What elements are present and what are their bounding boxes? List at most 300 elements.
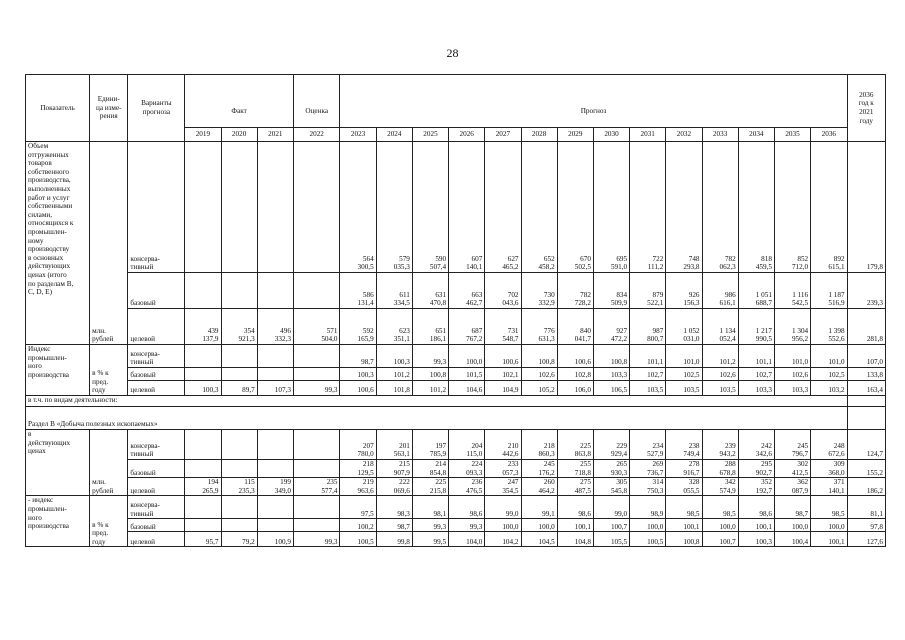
variant-cell <box>128 478 185 496</box>
header-year-text: 2034 <box>749 130 764 139</box>
forecast-value <box>666 430 702 460</box>
forecast-value <box>774 142 810 273</box>
forecast-value-text: 1 116 542,5 <box>791 290 809 308</box>
fact-value <box>185 381 221 396</box>
forecast-value <box>593 273 629 309</box>
fact-value <box>185 430 221 460</box>
fact-value <box>257 345 293 368</box>
forecast-value-text: 100,0 <box>502 522 519 531</box>
fact-value-text: 354 921,3 <box>238 326 255 344</box>
forecast-value <box>449 142 485 273</box>
forecast-value-text: 225 215,8 <box>429 478 447 495</box>
forecast-value-text: 100,1 <box>828 537 845 546</box>
fact-value <box>221 460 257 478</box>
forecast-value-text: 100,8 <box>683 537 700 546</box>
fact-value <box>221 496 257 519</box>
forecast-value-text: 100,2 <box>357 522 374 531</box>
header-ratio-text: 2036 год к 2021 году <box>858 90 874 125</box>
forecast-value-text: 100,8 <box>538 358 555 367</box>
forecast-value <box>630 519 666 532</box>
forecast-value <box>593 532 629 547</box>
header-year-text: 2033 <box>712 130 728 139</box>
variant-cell <box>128 460 185 478</box>
forecast-value <box>340 142 376 273</box>
forecast-value <box>376 460 412 478</box>
estimate-value <box>293 460 340 478</box>
fact-value-text: 107,3 <box>274 386 291 395</box>
fact-value <box>257 532 293 547</box>
forecast-value-text: 631 470,8 <box>429 290 447 308</box>
forecast-value-text: 695 591,0 <box>610 254 628 272</box>
forecast-value <box>593 345 629 368</box>
forecast-value <box>666 142 702 273</box>
forecast-value <box>340 519 376 532</box>
forecast-value-text: 295 902,7 <box>755 460 772 477</box>
forecast-value <box>811 345 847 368</box>
fact-value <box>221 273 257 309</box>
forecast-value <box>340 381 376 396</box>
header-variant-text: Варианты прогноза <box>141 99 172 116</box>
forecast-value <box>449 532 485 547</box>
forecast-value-text: 207 780,0 <box>357 441 374 459</box>
forecast-value-text: 238 749,4 <box>683 441 700 459</box>
forecast-value-text: 102,6 <box>791 371 809 380</box>
forecast-value <box>412 430 448 460</box>
forecast-value <box>702 496 738 519</box>
variant-cell-text: консерва- тивный <box>130 254 160 272</box>
forecast-value <box>521 381 557 396</box>
table-row <box>26 407 886 430</box>
forecast-value <box>774 532 810 547</box>
forecast-value-text: 101,8 <box>393 386 410 395</box>
ratio-value-text: 163,4 <box>866 386 883 395</box>
variant-cell-text: целевой <box>130 537 156 546</box>
estimate-value <box>293 532 340 547</box>
forecast-value <box>593 478 629 496</box>
forecast-value <box>521 368 557 381</box>
forecast-value-text: 201 563,1 <box>393 441 410 459</box>
forecast-value <box>666 519 702 532</box>
fact-value-text: 194 265,9 <box>202 478 219 495</box>
variant-cell <box>128 519 185 532</box>
forecast-value-text: 101,2 <box>429 386 447 395</box>
forecast-value-text: 234 527,9 <box>647 441 664 459</box>
forecast-value <box>376 142 412 273</box>
forecast-value-text: 748 293,8 <box>683 254 700 272</box>
table-row <box>26 478 886 496</box>
fact-value-text: 95,7 <box>205 537 219 546</box>
variant-cell <box>128 309 185 345</box>
forecast-value <box>630 430 666 460</box>
forecast-value <box>593 381 629 396</box>
header-year <box>593 128 629 142</box>
forecast-value-text: 840 041,7 <box>574 326 591 344</box>
forecast-value-text: 99,3 <box>433 358 447 367</box>
forecast-value-text: 103,3 <box>610 371 628 380</box>
forecast-value-text: 103,5 <box>683 386 700 395</box>
forecast-value-text: 879 522,1 <box>647 290 664 308</box>
estimate-value <box>293 519 340 532</box>
header-estimate <box>293 75 340 128</box>
forecast-value-text: 627 465,2 <box>502 254 519 272</box>
estimate-value <box>293 142 340 273</box>
forecast-value <box>811 478 847 496</box>
forecast-value <box>449 309 485 345</box>
header-year-text: 2026 <box>459 130 474 139</box>
forecast-value-text: 101,1 <box>755 358 772 367</box>
forecast-value-text: 687 767,2 <box>466 326 483 344</box>
ratio-value-text: 97,8 <box>870 522 883 531</box>
forecast-value-text: 103,3 <box>755 386 772 395</box>
forecast-value-text: 342 574,9 <box>719 478 736 495</box>
forecast-value <box>412 460 448 478</box>
estimate-value-text: 235 577,4 <box>321 478 338 495</box>
forecast-value-text: 101,0 <box>828 358 845 367</box>
forecast-value-text: 248 672,6 <box>828 441 845 459</box>
forecast-value-text: 100,5 <box>647 537 664 546</box>
forecast-value <box>485 142 521 273</box>
forecast-value-text: 103,3 <box>791 386 809 395</box>
forecast-value-text: 100,1 <box>683 522 700 531</box>
fact-value <box>257 519 293 532</box>
table-row <box>26 460 886 478</box>
forecast-value-text: 255 718,8 <box>574 460 591 477</box>
forecast-value-text: 97,5 <box>361 509 374 518</box>
forecast-value <box>593 460 629 478</box>
variant-cell-text: целевой <box>130 386 156 395</box>
forecast-value-text: 224 093,3 <box>466 460 483 477</box>
header-year-text: 2020 <box>231 130 247 139</box>
estimate-value <box>293 345 340 368</box>
forecast-value-text: 275 487,5 <box>574 478 591 495</box>
forecast-value <box>593 309 629 345</box>
fact-value <box>185 309 221 345</box>
fact-value <box>257 142 293 273</box>
header-year <box>521 128 557 142</box>
forecast-value <box>412 478 448 496</box>
forecast-value <box>449 519 485 532</box>
forecast-value-text: 215 907,9 <box>393 460 410 477</box>
forecast-value <box>449 478 485 496</box>
forecast-value <box>521 309 557 345</box>
forecast-value <box>630 345 666 368</box>
unit-cell-text: в % к пред. году <box>92 369 109 395</box>
forecast-value-text: 101,0 <box>683 358 700 367</box>
fact-value <box>221 345 257 368</box>
ratio-value-text: 127,6 <box>866 537 883 546</box>
forecast-value-text: 852 712,0 <box>791 254 809 272</box>
forecast-value-text: 926 156,3 <box>683 290 700 308</box>
forecast-value <box>666 381 702 396</box>
forecast-value-text: 101,2 <box>719 358 736 367</box>
fact-value <box>185 273 221 309</box>
table-cell <box>847 396 885 407</box>
forecast-value <box>449 430 485 460</box>
forecast-value <box>412 519 448 532</box>
estimate-value-text: 99,3 <box>324 386 338 395</box>
fact-value <box>221 532 257 547</box>
header-year <box>449 128 485 142</box>
forecast-value <box>521 496 557 519</box>
forecast-value-text: 103,2 <box>828 386 845 395</box>
ratio-value <box>847 496 885 519</box>
forecast-value <box>811 142 847 273</box>
forecast-value <box>811 430 847 460</box>
variant-cell-text: базовый <box>130 522 156 531</box>
estimate-value <box>293 381 340 396</box>
forecast-value-text: 100,7 <box>719 537 736 546</box>
header-year <box>340 128 376 142</box>
forecast-value-text: 362 087,9 <box>791 478 809 495</box>
table-row <box>26 496 886 519</box>
forecast-value <box>557 496 593 519</box>
variant-cell-text: базовый <box>130 299 156 308</box>
forecast-value <box>485 430 521 460</box>
forecast-value <box>774 381 810 396</box>
fact-value-text: 79,2 <box>242 537 255 546</box>
forecast-value-text: 98,7 <box>361 358 374 367</box>
section-title-text: Раздел B «Добыча полезных ископаемых» <box>28 420 158 429</box>
variant-cell <box>128 142 185 273</box>
forecast-value <box>485 273 521 309</box>
forecast-value-text: 309 368,0 <box>828 460 845 477</box>
ratio-value <box>847 142 885 273</box>
indicator-cell <box>26 496 90 547</box>
indicator-cell-text: Индекс промышлен- ного производства <box>28 345 69 379</box>
fact-value <box>221 368 257 381</box>
forecast-value-text: 247 354,5 <box>502 478 519 495</box>
forecast-value-text: 104,6 <box>466 386 483 395</box>
forecast-value <box>485 478 521 496</box>
variant-cell-text: консерва- тивный <box>130 349 160 367</box>
forecast-value-text: 101,5 <box>466 371 483 380</box>
header-year-text: 2035 <box>785 130 800 139</box>
fact-value <box>257 430 293 460</box>
forecast-value <box>485 345 521 368</box>
forecast-value <box>449 368 485 381</box>
header-year <box>811 128 847 142</box>
table-row <box>26 273 886 309</box>
forecast-value-text: 204 115,0 <box>466 441 483 459</box>
fact-value <box>257 496 293 519</box>
forecast-value-text: 352 192,7 <box>755 478 772 495</box>
forecast-value <box>666 345 702 368</box>
header-year-text: 2036 <box>821 130 837 139</box>
variant-cell <box>128 381 185 396</box>
header-year-text: 2032 <box>676 130 692 139</box>
forecast-value <box>811 381 847 396</box>
forecast-value <box>811 532 847 547</box>
forecast-value-text: 100,0 <box>538 522 555 531</box>
forecast-value-text: 265 930,3 <box>610 460 628 477</box>
forecast-value <box>774 460 810 478</box>
forecast-value <box>774 478 810 496</box>
fact-value-text: 115 235,3 <box>238 478 255 495</box>
forecast-value <box>738 430 774 460</box>
fact-value <box>257 273 293 309</box>
variant-cell <box>128 345 185 368</box>
table-row <box>26 309 886 345</box>
forecast-value <box>738 142 774 273</box>
header-variant <box>128 75 185 142</box>
table-row <box>26 345 886 368</box>
forecast-value <box>412 532 448 547</box>
section-title <box>26 407 848 430</box>
header-year <box>185 128 221 142</box>
forecast-value-text: 100,4 <box>791 537 809 546</box>
ratio-value <box>847 430 885 460</box>
forecast-value-text: 278 916,7 <box>683 460 700 477</box>
forecast-value <box>340 478 376 496</box>
forecast-value <box>376 345 412 368</box>
unit-cell <box>90 345 128 396</box>
estimate-value-text: 99,3 <box>324 537 338 546</box>
forecast-value <box>485 519 521 532</box>
forecast-value <box>521 519 557 532</box>
forecast-value-text: 104,8 <box>574 537 591 546</box>
forecast-value-text: 100,3 <box>755 537 772 546</box>
forecast-value-text: 105,2 <box>538 386 555 395</box>
forecast-value <box>449 345 485 368</box>
forecast-value <box>485 381 521 396</box>
forecast-value <box>666 273 702 309</box>
table-row <box>26 381 886 396</box>
forecast-value <box>702 345 738 368</box>
forecast-value-text: 236 476,5 <box>466 478 483 495</box>
forecast-value-text: 314 750,3 <box>647 478 664 495</box>
forecast-value <box>666 368 702 381</box>
forecast-value-text: 288 678,8 <box>719 460 736 477</box>
forecast-value-text: 260 464,2 <box>538 478 555 495</box>
table-row <box>26 532 886 547</box>
forecast-value <box>557 142 593 273</box>
fact-value-text: 89,7 <box>242 386 255 395</box>
forecast-value <box>485 309 521 345</box>
forecast-value-text: 101,1 <box>647 358 664 367</box>
forecast-value <box>774 345 810 368</box>
forecast-value-text: 927 472,2 <box>610 326 628 344</box>
forecast-value <box>376 381 412 396</box>
forecast-value <box>412 368 448 381</box>
unit-cell-text: млн. рублей <box>92 478 114 495</box>
header-indicator-text: Показатель <box>40 103 75 112</box>
ratio-value <box>847 368 885 381</box>
estimate-value <box>293 273 340 309</box>
forecast-value-text: 106,5 <box>610 386 628 395</box>
forecast-value <box>666 309 702 345</box>
forecast-value <box>630 273 666 309</box>
forecast-value <box>376 519 412 532</box>
forecast-value-text: 239 943,2 <box>719 441 736 459</box>
indicator-cell-text: - индекс промышлен- ного производства <box>28 496 69 531</box>
header-year-text: 2028 <box>531 130 547 139</box>
forecast-value-text: 100,1 <box>755 522 772 531</box>
forecast-value-text: 722 111,2 <box>647 254 664 272</box>
forecast-value <box>630 532 666 547</box>
forecast-value <box>412 381 448 396</box>
fact-value <box>221 430 257 460</box>
forecast-value-text: 663 462,7 <box>466 290 483 308</box>
forecast-value-text: 219 963,6 <box>357 478 374 495</box>
forecast-value-text: 102,5 <box>828 371 845 380</box>
header-fact-text: Факт <box>231 106 247 115</box>
forecast-value-text: 233 057,3 <box>502 460 519 477</box>
forecast-value <box>376 532 412 547</box>
forecast-value <box>811 309 847 345</box>
forecast-value <box>521 478 557 496</box>
table-row <box>26 430 886 460</box>
forecast-value-text: 214 854,8 <box>429 460 447 477</box>
variant-cell-text: целевой <box>130 486 156 495</box>
forecast-value-text: 98,7 <box>795 509 809 518</box>
header-year-text: 2029 <box>568 130 583 139</box>
forecast-value <box>774 519 810 532</box>
forecast-value <box>340 368 376 381</box>
forecast-value <box>449 273 485 309</box>
forecast-value <box>738 309 774 345</box>
forecast-value-text: 98,6 <box>578 509 591 518</box>
ratio-value <box>847 519 885 532</box>
forecast-value <box>774 309 810 345</box>
forecast-value-text: 328 055,5 <box>683 478 700 495</box>
fact-value <box>185 532 221 547</box>
forecast-value-text: 776 631,3 <box>538 326 555 344</box>
fact-value-text: 496 332,3 <box>274 326 291 344</box>
forecast-value <box>593 430 629 460</box>
unit-cell <box>90 430 128 496</box>
forecast-value-text: 102,6 <box>538 371 555 380</box>
forecast-value-text: 98,9 <box>650 509 664 518</box>
fact-value <box>221 142 257 273</box>
forecast-value-text: 100,0 <box>647 522 664 531</box>
header-year-text: 2022 <box>309 130 324 139</box>
forecast-value-text: 99,8 <box>397 537 410 546</box>
forecast-value-text: 590 507,4 <box>429 254 447 272</box>
forecast-value <box>340 273 376 309</box>
forecast-value-text: 102,7 <box>755 371 772 380</box>
estimate-value-text: 571 504,0 <box>321 326 338 344</box>
fact-value <box>257 309 293 345</box>
table-row <box>26 142 886 273</box>
table-row <box>26 519 886 532</box>
forecast-value <box>811 519 847 532</box>
forecast-value <box>340 309 376 345</box>
forecast-value-text: 102,1 <box>502 371 519 380</box>
forecast-value <box>557 460 593 478</box>
table-cell <box>847 407 885 430</box>
fact-value <box>185 142 221 273</box>
forecast-value-text: 210 442,6 <box>502 441 519 459</box>
forecast-value <box>340 460 376 478</box>
forecast-value-text: 607 140,1 <box>466 254 483 272</box>
forecast-value-text: 103,5 <box>719 386 736 395</box>
fact-value <box>257 381 293 396</box>
variant-cell <box>128 430 185 460</box>
forecast-value <box>412 345 448 368</box>
forecast-value <box>738 273 774 309</box>
forecast-value-text: 371 140,1 <box>828 478 845 495</box>
forecast-value-text: 218 860,3 <box>538 441 555 459</box>
forecast-value <box>521 142 557 273</box>
variant-cell-text: базовый <box>130 468 156 477</box>
forecast-value-text: 1 187 516,9 <box>828 290 845 308</box>
forecast-value <box>376 430 412 460</box>
forecast-value-text: 100,0 <box>719 522 736 531</box>
forecast-value <box>557 532 593 547</box>
forecast-value-text: 98,5 <box>723 509 736 518</box>
header-year-text: 2024 <box>387 130 402 139</box>
header-year <box>702 128 738 142</box>
